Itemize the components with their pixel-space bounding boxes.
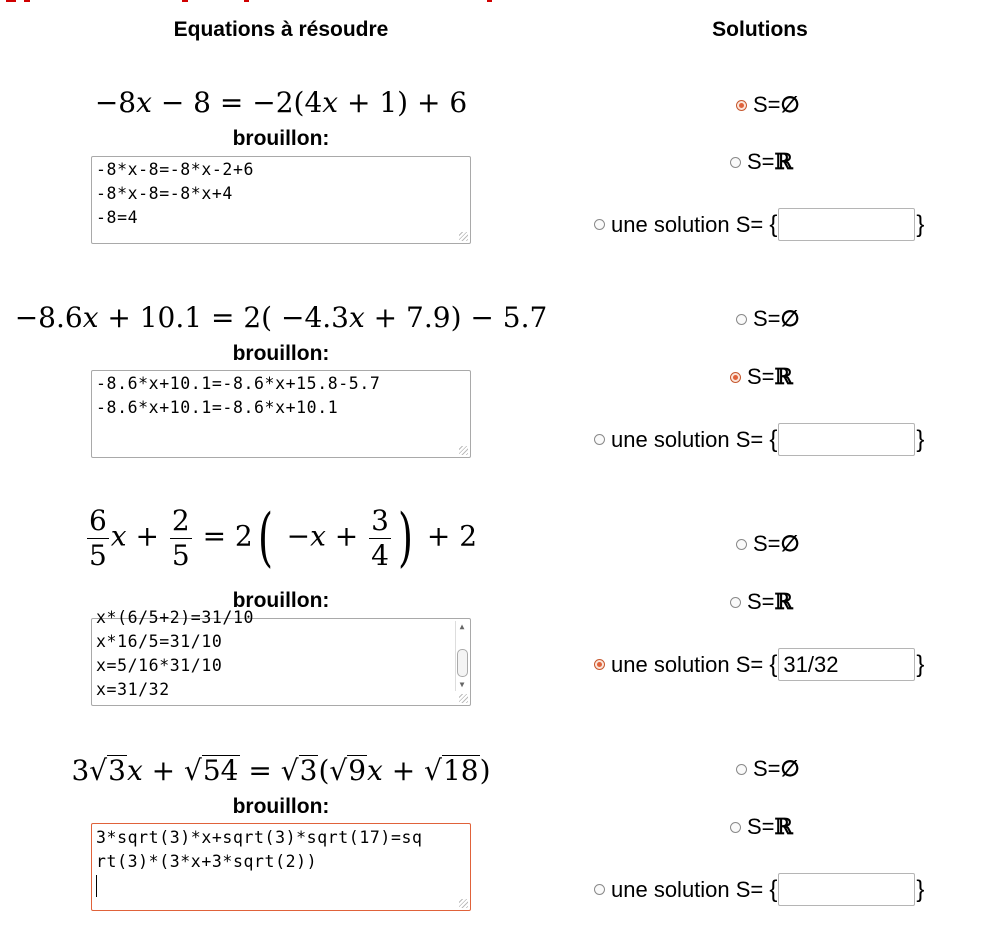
option-reals-3[interactable] xyxy=(730,589,793,615)
equation-1: −8x − 8 = −2(4x + 1) + 6 xyxy=(94,86,468,119)
equation-2: −8.6x + 10.1 = 2( −4.3x + 7.9) − 5.7 xyxy=(14,301,548,334)
empty-set-icon: ∅ xyxy=(780,92,800,118)
radio-one-solution-4[interactable] xyxy=(594,884,605,895)
empty-set-icon: ∅ xyxy=(780,756,800,782)
option-label: S= xyxy=(747,814,775,839)
draft-textarea-4[interactable] xyxy=(91,823,471,911)
empty-set-icon: ∅ xyxy=(780,531,800,557)
radio-reals-1[interactable] xyxy=(730,157,741,168)
draft-line: -8=4 xyxy=(96,208,139,227)
draft-line: x=31/32 xyxy=(96,680,170,699)
draft-line: rt(3)*(3*x+3*sqrt(2)) xyxy=(96,852,318,871)
option-empty-set-3[interactable] xyxy=(736,531,800,557)
brace-open: { xyxy=(769,425,778,453)
option-label: une solution S= xyxy=(611,876,764,902)
reals-icon: ℝ xyxy=(774,589,793,615)
option-label: une solution S= xyxy=(611,651,764,677)
option-one-solution-4[interactable] xyxy=(594,873,924,906)
radio-reals-3[interactable] xyxy=(730,597,741,608)
brace-close: } xyxy=(916,650,925,678)
draft-textarea-2[interactable] xyxy=(91,370,471,458)
solution-input-1[interactable] xyxy=(778,208,915,241)
equation-4: 3√3x + √54 = √3(√9x + √18) xyxy=(71,754,491,787)
radio-empty-set-4[interactable] xyxy=(736,764,747,775)
draft-line: -8.6*x+10.1=-8.6*x+15.8-5.7 xyxy=(96,374,381,393)
option-one-solution-3[interactable] xyxy=(594,648,924,681)
reals-icon: ℝ xyxy=(774,149,793,175)
brouillon-label-4: brouillon: xyxy=(232,795,330,818)
brace-close: } xyxy=(916,875,925,903)
solution-input-3[interactable]: 31/32 xyxy=(778,648,915,681)
option-label: S= xyxy=(753,92,781,117)
scroll-up-icon[interactable]: ▲ xyxy=(459,622,465,631)
draft-line: x*16/5=31/10 xyxy=(96,632,223,651)
top-red-line xyxy=(0,0,994,4)
option-label: S= xyxy=(753,306,781,331)
radio-empty-set-2[interactable] xyxy=(736,314,747,325)
draft-textarea-3[interactable] xyxy=(91,608,471,706)
brouillon-label-2: brouillon: xyxy=(232,342,330,365)
option-label: une solution S= xyxy=(611,426,764,452)
brace-close: } xyxy=(916,210,925,238)
draft-line: -8*x-8=-8*x-2+6 xyxy=(96,160,255,179)
option-reals-2[interactable] xyxy=(730,364,793,390)
option-label: S= xyxy=(753,531,781,556)
resize-grip-icon[interactable] xyxy=(459,899,468,908)
draft-line: x*(6/5+2)=31/10 xyxy=(96,608,255,627)
option-label: S= xyxy=(753,756,781,781)
solution-input-2[interactable] xyxy=(778,423,915,456)
resize-grip-icon[interactable] xyxy=(459,694,468,703)
scrollbar-thumb[interactable] xyxy=(457,649,468,677)
option-empty-set-2[interactable] xyxy=(736,306,800,332)
brace-open: { xyxy=(769,210,778,238)
option-label: une solution S= xyxy=(611,211,764,237)
brace-open: { xyxy=(769,650,778,678)
draft-line: x=5/16*31/10 xyxy=(96,656,223,675)
radio-reals-2[interactable] xyxy=(730,372,741,383)
radio-one-solution-3[interactable] xyxy=(594,659,605,670)
resize-grip-icon[interactable] xyxy=(459,232,468,241)
radio-reals-4[interactable] xyxy=(730,822,741,833)
reals-icon: ℝ xyxy=(774,364,793,390)
radio-empty-set-1[interactable] xyxy=(736,100,747,111)
option-one-solution-2[interactable] xyxy=(594,423,924,456)
draft-textarea-1[interactable] xyxy=(91,156,471,244)
solution-input-4[interactable] xyxy=(778,873,915,906)
resize-grip-icon[interactable] xyxy=(459,446,468,455)
radio-one-solution-2[interactable] xyxy=(594,434,605,445)
scroll-down-icon[interactable]: ▼ xyxy=(459,680,465,689)
brouillon-label-1: brouillon: xyxy=(232,127,330,150)
equations-header: Equations à résoudre xyxy=(173,18,389,41)
option-reals-4[interactable] xyxy=(730,814,793,840)
solutions-header: Solutions xyxy=(712,18,808,41)
option-label: S= xyxy=(747,149,775,174)
option-label: S= xyxy=(747,364,775,389)
draft-line: -8.6*x+10.1=-8.6*x+10.1 xyxy=(96,398,339,417)
option-reals-1[interactable] xyxy=(730,149,793,175)
radio-empty-set-3[interactable] xyxy=(736,539,747,550)
equation-3: $\frac{6}{5}$ x + $\frac{2}{5}$ = 2( −x + $\frac{3}{4}$ ) + 2 xyxy=(88,501,478,575)
option-empty-set-1[interactable] xyxy=(736,92,800,118)
empty-set-icon: ∅ xyxy=(780,306,800,332)
textarea-scrollbar[interactable] xyxy=(455,621,468,691)
option-one-solution-1[interactable] xyxy=(594,208,924,241)
option-label: S= xyxy=(747,589,775,614)
brace-close: } xyxy=(916,425,925,453)
option-empty-set-4[interactable] xyxy=(736,756,800,782)
draft-line: -8*x-8=-8*x+4 xyxy=(96,184,233,203)
radio-one-solution-1[interactable] xyxy=(594,219,605,230)
brouillon-label-3: brouillon: xyxy=(232,589,330,612)
brace-open: { xyxy=(769,875,778,903)
draft-line: 3*sqrt(3)*x+sqrt(3)*sqrt(17)=sq xyxy=(96,828,423,847)
text-cursor xyxy=(96,875,97,897)
reals-icon: ℝ xyxy=(774,814,793,840)
